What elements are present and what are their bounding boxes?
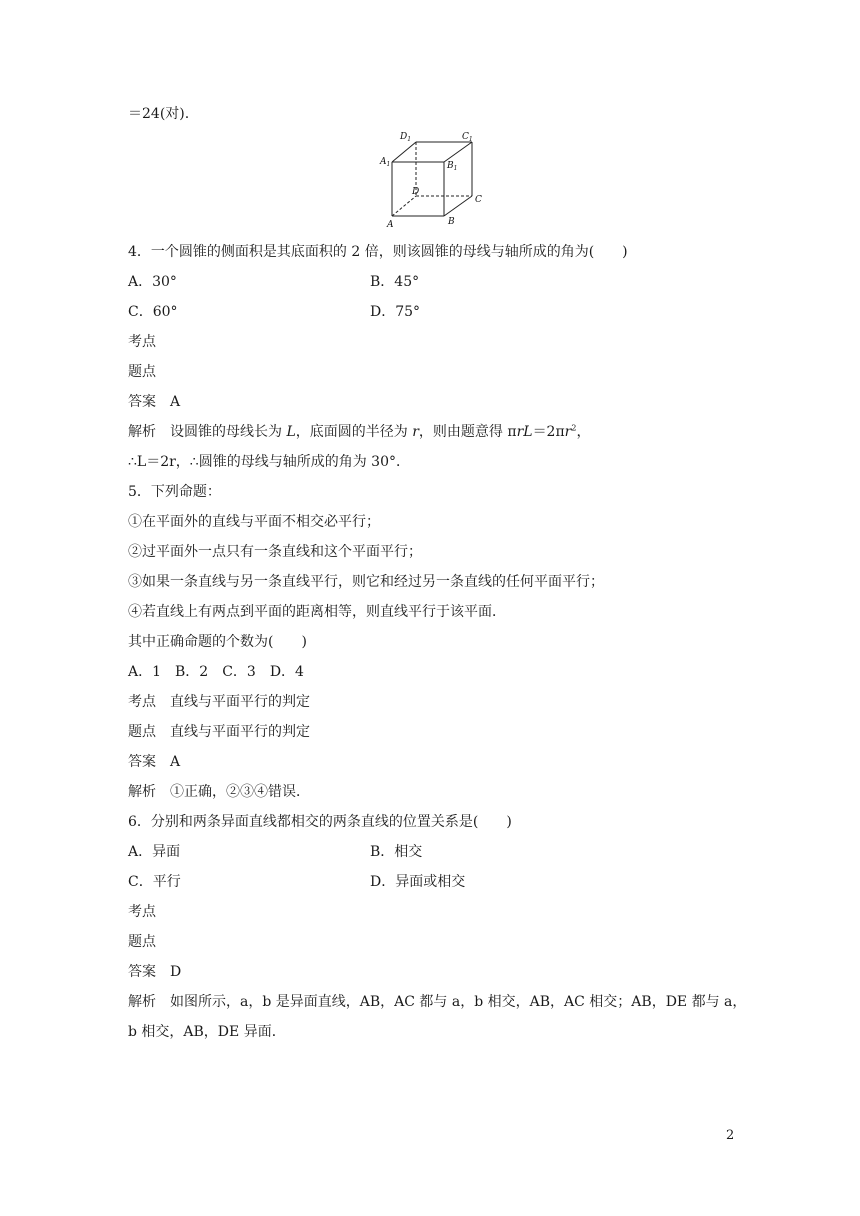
label-b1: $B_1$ [447, 161, 458, 172]
option-c: C．平行 [128, 874, 181, 890]
analysis: 解析 ①正确，②③④错误． [128, 784, 310, 800]
question-5: 5．下列命题： [128, 484, 221, 500]
option-b: B．45° [370, 274, 420, 290]
tidian: 题点 直线与平面平行的判定 [128, 724, 310, 740]
question-5-options: A．1 B．2 C．3 D．4 [128, 664, 304, 680]
label-c1: $C_1$ [462, 132, 473, 143]
kaodian: 考点 [128, 334, 156, 350]
proposition-3: ③如果一条直线与另一条直线平行，则它和经过另一条直线的任何平面平行； [128, 574, 604, 590]
tidian: 题点 [128, 934, 156, 950]
label-a: A [387, 220, 394, 230]
question-6: 6．分别和两条异面直线都相交的两条直线的位置关系是( ) [128, 814, 512, 830]
proposition-2: ②过平面外一点只有一条直线和这个平面平行； [128, 544, 422, 560]
proposition-4: ④若直线上有两点到平面的距离相等，则直线平行于该平面． [128, 604, 506, 620]
option-d: D．异面或相交 [370, 874, 466, 890]
cube-figure [378, 128, 482, 232]
analysis-line-2: ∴L＝2r，∴圆锥的母线与轴所成的角为 30°． [128, 454, 410, 470]
analysis: 解析 设圆锥的母线长为 L，底面圆的半径为 r，则由题意得 $\pi rL=2\pi r^2$， [128, 423, 591, 440]
option-c: C．60° [128, 304, 178, 320]
option-b: B．相交 [370, 844, 423, 860]
question-5-ask: 其中正确命题的个数为( ) [128, 634, 307, 650]
page-number: 2 [726, 1128, 735, 1143]
label-c: C [475, 195, 482, 205]
text-line: ＝24(对). [128, 106, 190, 122]
answer: 答案 A [128, 394, 181, 410]
question-4: 4．一个圆锥的侧面积是其底面积的 2 倍，则该圆锥的母线与轴所成的角为( ) [128, 244, 628, 260]
kaodian: 考点 直线与平面平行的判定 [128, 694, 310, 710]
label-d1: $D_1$ [400, 132, 412, 143]
answer: 答案 D [128, 964, 182, 980]
answer: 答案 A [128, 754, 181, 770]
label-a1: $A_1$ [380, 157, 391, 168]
option-d: D．75° [370, 304, 421, 320]
option-a: A．异面 [128, 844, 181, 860]
tidian: 题点 [128, 364, 156, 380]
option-a: A．30° [128, 274, 177, 290]
analysis-line-2: b 相交，AB，DE 异面． [128, 1024, 286, 1040]
label-d: D [412, 187, 420, 197]
kaodian: 考点 [128, 904, 156, 920]
proposition-1: ①在平面外的直线与平面不相交必平行； [128, 514, 380, 530]
analysis: 解析 如图所示，a，b 是异面直线，AB，AC 都与 a，b 相交，AB，AC 相交；AB，DE 都与 a， [128, 994, 747, 1010]
label-b: B [448, 217, 455, 227]
